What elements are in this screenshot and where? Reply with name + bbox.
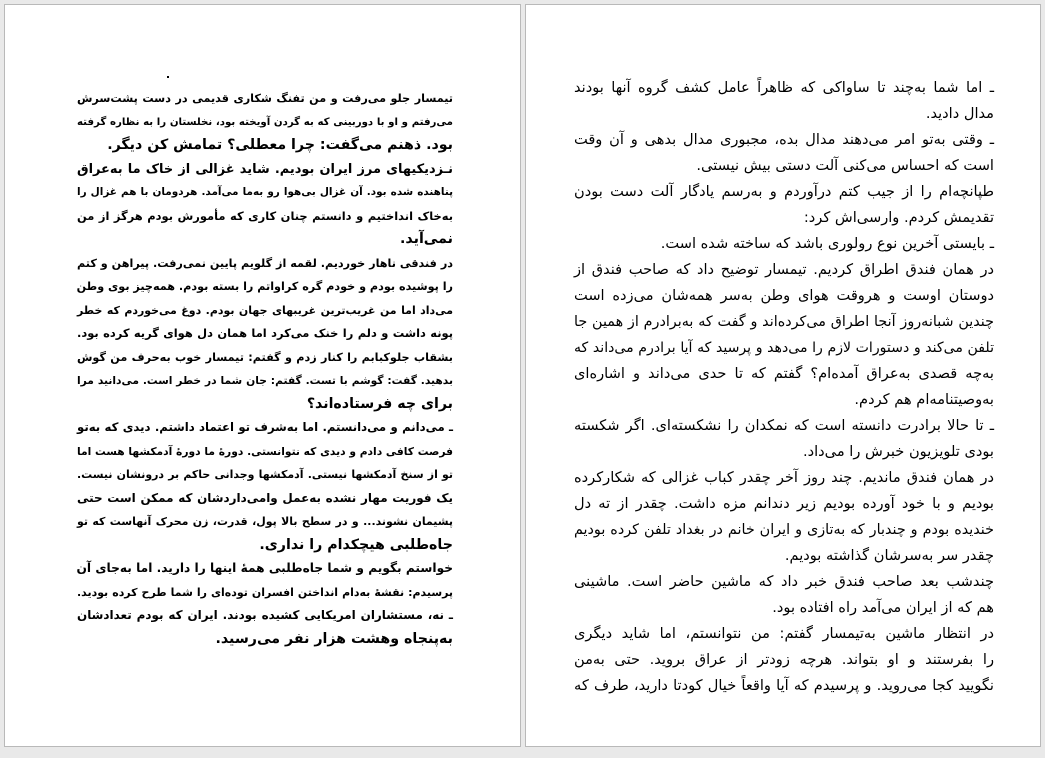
text-line: دوستان اوست و هروقت هوای وطن به‌سر همه‌شان می‌زده است [574,287,994,304]
text-line: است که احساس می‌کنی آلت دستی بیش نیستی. [696,157,994,174]
text-line: برای چه فرستاده‌اند؟ [306,395,453,412]
text-line: تو از سنخ آدمکشها نیستی. آدمکشها وجدانی حاکم بر درونشان نیست. [77,468,453,481]
text-line: در انتظار ماشین به‌تیمسار گفتم: من نتوانستم، اما شاید دیگری [574,625,994,642]
text-line: فرصت کافی دادم و دیدی که نتوانستی. دورۀ ما دورۀ آدمکشها هست اما [77,444,453,458]
text-line: در همان فندق ماندیم. چند روز آخر چقدر کباب غزالی که شکارکرده [574,469,994,486]
text-line: می‌رفتم و او با دوربینی که به گردن آویخته بود، نخلستان را به نظاره گرفته [77,116,453,128]
right-page [525,4,1041,747]
text-line: ـ اما شما به‌چند تا ساواکی که ظاهراً عامل کشف گروه آنها بودند [574,79,994,96]
text-line: به‌پنجاه وهشت هزار نفر می‌رسید. [215,630,453,647]
text-line: را بفرستند و او بتواند. هرچه زودتر از عراق بروید. حتی به‌من [574,651,994,668]
text-line: تلفن می‌کند و دستورات لازم را می‌دهد و پرسید که آیا برادرم می‌داند که [574,340,994,356]
text-line: بودی تلویزیون خبرش را می‌داد. [802,443,994,460]
text-line: تیمسار جلو می‌رفت و من تفنگ شکاری قدیمی در دست پشت‌سرش [77,92,453,105]
right-page-text [574,75,994,699]
text-line: ـ بایستی آخرین نوع رولوری باشد که ساخته شده است. [660,235,994,252]
text-line: ـ تا حالا برادرت دانسته است که نمکدان را نشکسته‌ای. اگر شکسته [574,417,994,434]
text-line: پونه داشت و دلم را خنک می‌کرد اما همان دل هوای گریه کرده بود. [77,326,453,340]
text-line: ـ می‌دانم و می‌دانستم. اما به‌شرف تو اعتماد داشتم. دیدی که به‌تو [77,420,453,434]
text-line: را پوشیده بودم و خودم گره کراواتم را بسته بودم. همه‌چیز بوی وطن [76,280,453,293]
text-line: چقدر سر به‌سرشان گذاشته بودیم. [784,547,994,564]
text-line: ـ نه، مستشاران امریکایی کشیده بودند. ایران که بودم تعدادشان [77,608,453,622]
text-line: می‌داد اما من غریب‌ترین غریبهای جهان بودم. دوغ می‌خوردم که خطر [77,303,453,317]
text-line: بشقاب جلوکبابم را کنار زدم و گفتم: تیمسار خوب به‌حرف من گوش [77,350,453,364]
text-line: خواستم بگویم و شما جاه‌طلبی همۀ اینها را دارید. اما به‌جای آن [76,561,453,575]
text-line: مدال دادید. [925,105,994,122]
stray-mark [167,76,169,78]
text-line: بود. ذهنم می‌گفت: چرا معطلی؟ تمامش کن دیگر. [107,137,453,153]
text-line: بدهید. گفت: گوشم با تست. گفتم: جان شما در خطر است. می‌دانید مرا [77,374,453,387]
text-line: چندین شبانه‌روز آنجا اطراق می‌کرده‌اند و گفت که به‌برادرم از همین جا [574,314,994,330]
text-line: جاه‌طلبی هیچکدام را نداری. [259,536,453,553]
text-line: به‌چه قصدی به‌عراق آمده‌ام؟ گفتم که تا حدی می‌داند و اشاره‌ای [574,365,994,382]
text-line: تقدیمش کردم. وارسی‌اش کرد: [803,209,994,226]
text-line: در همان فندق اطراق کردیم. تیمسار توضیح داد که صاحب فندق از [574,261,994,278]
text-line: به‌وصیتنامه‌ام هم کردم. [854,391,994,408]
text-line: نگویید کجا می‌روید. و پرسیدم که آیا واقعاً خیال کودتا دارید، طرف که [574,677,994,694]
text-line: نـزدیکیهای مرز ایران بودیم. شاید غزالی از خاک ما به‌عراق [77,161,453,177]
text-line: پشیمان نشوند... و در سطح بالا پول، قدرت، زن محرک آنهاست که تو [77,515,453,528]
text-line: خندیده بودم و چندبار که به‌تازی و ایران خانم در بغداد تلفن کرده بودیم [574,522,994,538]
text-line: ـ وقتی به‌تو امر می‌دهند مدال بده، مجبوری مدال بدهی و آن وقت [574,131,994,148]
left-page [4,4,521,747]
left-page-text [77,87,453,651]
text-line: هم که از ایران می‌آمد راه افتاده بود. [772,599,994,616]
text-line: پرسیدم: نقشۀ به‌دام انداختن افسران توده‌ای را شما طرح کرده بودید. [77,585,453,599]
text-line: چندشب بعد صاحب فندق خبر داد که ماشین حاضر است. ماشینی [574,573,994,590]
text-line: بودیم و با خود آورده بودیم زیر دندانم مزه داشت. چقدر از ته دل [574,495,994,512]
text-line: نمی‌آید. [400,231,453,247]
text-line: به‌خاک انداختیم و دانستم چنان کاری که مأمورش بودم هرگز از من [77,208,453,223]
text-line: طپانچه‌ام را از جیب کتم درآوردم و به‌رسم یادگار آلت دست بودن [574,183,994,200]
text-line: در فندقی ناهار خوردیم. لقمه از گلویم پایین نمی‌رفت. پیراهن و کتم [77,256,453,270]
text-line: یک فوریت مهار نشده به‌عمل وامی‌داردشان که ممکن است حتی [77,490,453,505]
text-line: پناهنده شده بود. آن غزال بی‌هوا رو به‌ما می‌آمد. هردومان با هم غزال را [77,186,453,198]
